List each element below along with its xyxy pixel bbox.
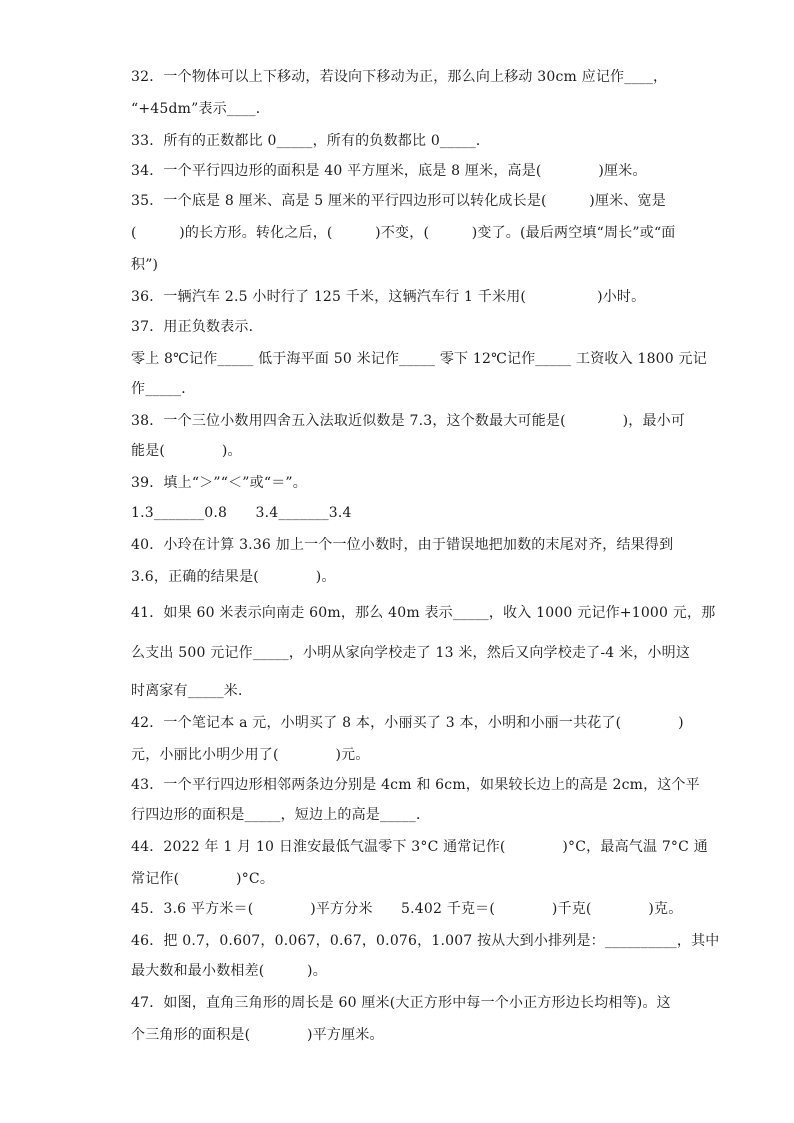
text-line: ( )的长方形。转化之后，( )不变，( )变了。(最后两空填“周长”或“面 xyxy=(131,225,676,241)
text-line: 能是( )。 xyxy=(131,443,242,459)
text-line: 47．如图，直角三角形的周长是 60 厘米(大正方形中每一个小正方形边长均相等)。这 xyxy=(131,995,671,1011)
text-line: 38．一个三位小数用四舍五入法取近似数是 7.3，这个数最大可能是( )，最小可 xyxy=(131,413,686,429)
text-line: 时离家有_____米． xyxy=(131,683,253,699)
text-line: 39．填上“＞”“＜”或“＝”。 xyxy=(131,475,307,491)
text-line: 33．所有的正数都比 0_____，所有的负数都比 0_____． xyxy=(131,133,491,149)
text-line: 40．小玲在计算 3.36 加上一个一位小数时，由于错误地把加数的末尾对齐，结果得到 xyxy=(131,537,674,553)
text-line: 35．一个底是 8 厘米、高是 5 厘米的平行四边形可以转化成长是( )厘米、宽是 xyxy=(131,193,666,209)
text-line: 41．如果 60 米表示向南走 60m，那么 40m 表示_____，收入 1000 元记作+1000 元，那 xyxy=(131,605,716,621)
text-line: 32．一个物体可以上下移动，若设向下移动为正，那么向上移动 30cm 应记作____， xyxy=(131,69,668,85)
text-line: 34．一个平行四边形的面积是 40 平方厘米，底是 8 厘米，高是( )厘米。 xyxy=(131,163,647,179)
text-line: 43．一个平行四边形相邻两条边分别是 4cm 和 6cm，如果较长边上的高是 2cm，这个平 xyxy=(131,777,700,793)
text-line: 零上 8℃记作_____ 低于海平面 50 米记作_____ 零下 12℃记作_____ 工资收入 1800 元记 xyxy=(131,351,707,367)
text-line: “+45dm”表示____． xyxy=(131,101,270,117)
text-line: 36．一辆汽车 2.5 小时行了 125 千米，这辆汽车行 1 千米用( )小时。 xyxy=(131,289,646,305)
text-line: 3.6，正确的结果是( )。 xyxy=(131,569,336,585)
text-line: 37．用正负数表示． xyxy=(131,319,263,335)
text-line: 1.3_______0.8 3.4_______3.4 xyxy=(131,505,352,521)
text-line: 最大数和最小数相差( )。 xyxy=(131,963,327,979)
text-line: 42．一个笔记本 a 元，小明买了 8 本，小丽买了 3 本，小明和小丽一共花了( ) xyxy=(131,715,684,731)
text-line: 常记作( )°C。 xyxy=(131,871,275,887)
text-line: 作_____． xyxy=(131,381,196,397)
text-line: 45．3.6 平方米＝( )平方分米 5.402 千克＝( )千克( )克。 xyxy=(131,901,683,917)
text-line: 44．2022 年 1 月 10 日淮安最低气温零下 3°C 通常记作( )°C，最高气温 7°C 通 xyxy=(131,839,708,855)
text-line: 个三角形的面积是( )平方厘米。 xyxy=(131,1027,384,1043)
text-line: 行四边形的面积是_____，短边上的高是_____． xyxy=(131,807,431,823)
text-line: 么支出 500 元记作_____，小明从家向学校走了 13 米，然后又向学校走了-4 米，小明这 xyxy=(131,645,691,661)
text-line: 46．把 0.7，0.607，0.067，0.67，0.076，1.007 按从大到小排列是：__________，其中 xyxy=(131,933,720,949)
text-line: 元，小丽比小明少用了( )元。 xyxy=(131,747,370,763)
text-line: 积”) xyxy=(131,257,159,273)
